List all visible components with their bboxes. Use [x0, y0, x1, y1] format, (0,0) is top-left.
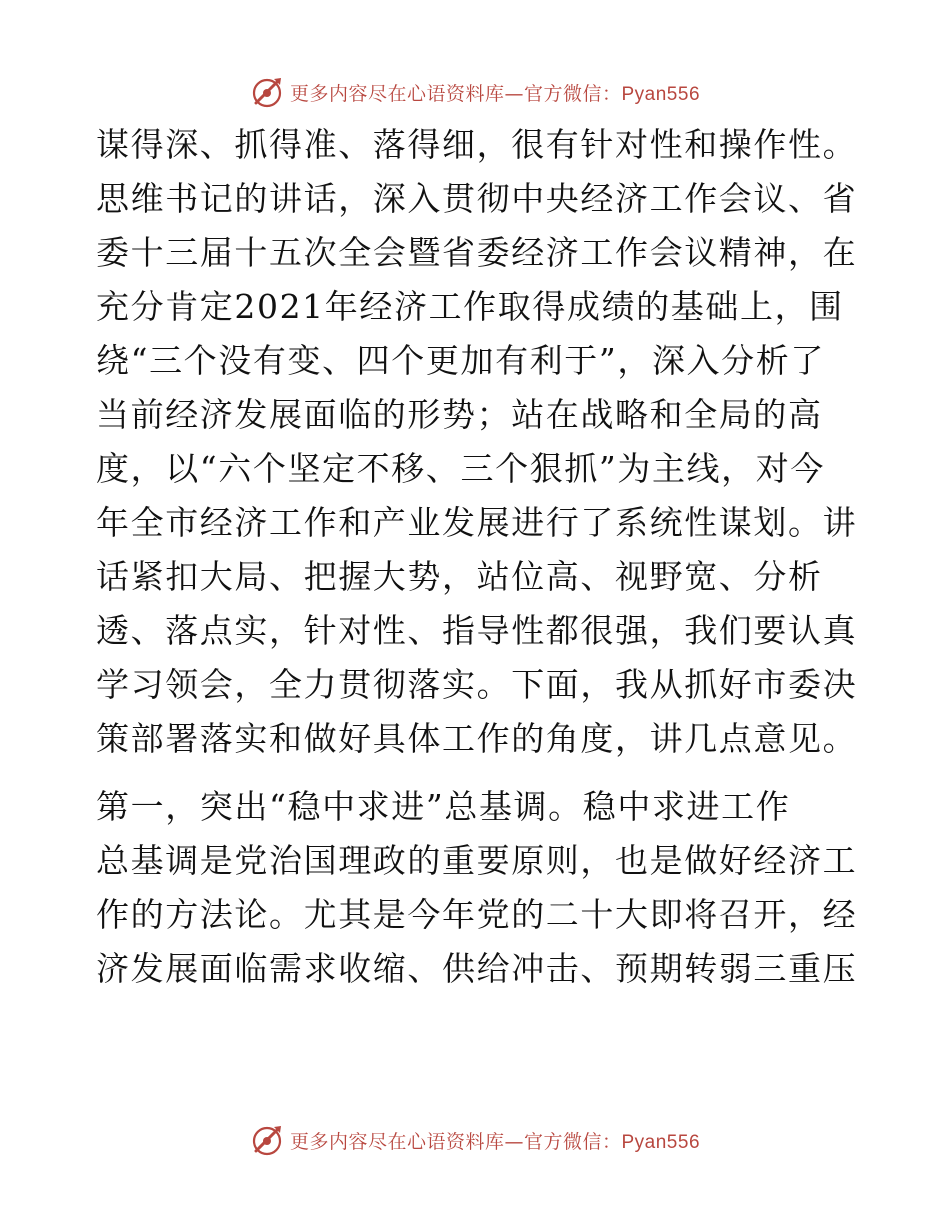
text-line: 作的方法论。尤其是今年党的二十大即将召开，经 — [96, 895, 858, 934]
quill-seal-icon — [250, 1123, 284, 1157]
banner-separator: — — [504, 1130, 524, 1153]
banner-suffix: 官方微信： — [523, 1130, 622, 1153]
text-line: 充分肯定2021年经济工作取得成绩的基础上，围 — [96, 287, 844, 326]
text-line: 学习领会，全力贯彻落实。下面，我从抓好市委决 — [96, 665, 858, 704]
footer-banner — [0, 1120, 950, 1160]
banner-text — [290, 1127, 700, 1154]
banner-main: 更多内容尽在心语资料库 — [289, 82, 505, 105]
text-line: 策部署落实和做好具体工作的角度，讲几点意见。 — [96, 719, 858, 758]
text-line: 思维书记的讲话，深入贯彻中央经济工作会议、省 — [96, 179, 858, 218]
text-line: 度，以“六个坚定不移、三个狠抓”为主线，对今 — [96, 449, 825, 488]
text-line: 第一，突出“稳中求进”总基调。稳中求进工作 — [96, 787, 791, 826]
text-line: 透、落点实，针对性、指导性都很强，我们要认真 — [96, 611, 858, 650]
text-line: 济发展面临需求收缩、供给冲击、预期转弱三重压 — [96, 949, 858, 988]
banner-main: 更多内容尽在心语资料库 — [289, 1130, 505, 1153]
banner-separator: — — [504, 82, 524, 105]
text-line: 话紧扣大局、把握大势，站位高、视野宽、分析 — [96, 557, 823, 596]
paragraph-gap — [96, 766, 856, 780]
banner-text — [290, 79, 700, 106]
header-banner — [0, 72, 950, 112]
quill-seal-icon — [250, 75, 284, 109]
text-line: 年全市经济工作和产业发展进行了系统性谋划。讲 — [96, 503, 858, 542]
text-line: 委十三届十五次全会暨省委经济工作会议精神，在 — [96, 233, 858, 272]
document-body — [96, 118, 856, 996]
text-line: 当前经济发展面临的形势；站在战略和全局的高 — [96, 395, 823, 434]
paragraph-1 — [96, 118, 856, 766]
text-line: 总基调是党治国理政的重要原则，也是做好经济工 — [96, 841, 858, 880]
text-line: 绕“三个没有变、四个更加有利于”，深入分析了 — [96, 341, 825, 380]
paragraph-2 — [96, 780, 856, 996]
banner-handle: Pyan556 — [621, 1131, 701, 1153]
banner-handle: Pyan556 — [621, 83, 701, 105]
text-line: 谋得深、抓得准、落得细，很有针对性和操作性。 — [96, 125, 858, 164]
banner-suffix: 官方微信： — [523, 82, 622, 105]
